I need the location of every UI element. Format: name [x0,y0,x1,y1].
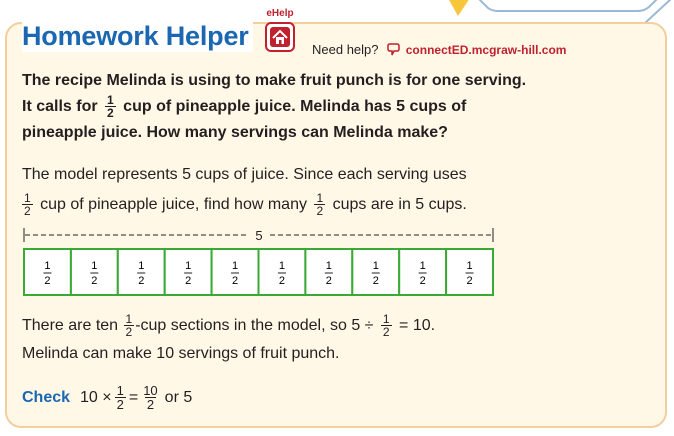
conclusion-line-1-end: = 10. [399,317,436,334]
need-help-row [312,42,566,57]
model-section-numerator: 1 [325,260,332,272]
problem-line-2-start: It calls for [22,98,98,115]
top-right-banner-decoration [448,0,674,24]
check-row [22,384,192,411]
model-sections [24,249,493,295]
fraction-one-half: $\frac{1}{2}$ [316,191,324,219]
bar-model [22,226,496,300]
model-section-numerator: 1 [91,260,98,272]
model-section-denominator: 2 [466,275,473,287]
model-section [259,249,306,295]
model-section-numerator: 1 [44,260,51,272]
model-section-numerator: 1 [419,260,426,272]
model-section-numerator: 1 [372,260,379,272]
span-total-label: 5 [255,228,263,243]
model-section [71,249,118,295]
fraction-one-half: $\frac{1}{2}$ [125,312,133,340]
problem-statement [22,68,542,146]
check-lhs: 10 × [80,388,112,406]
problem-line-1: The recipe Melinda is using to make fruit punch is for one serving. [22,72,527,89]
conclusion-line-1-start: There are ten [22,317,119,334]
conclusion-line-2: Melinda can make 10 servings of fruit punch. [22,345,340,362]
fraction-one-half: $\frac{1}{2}$ [382,312,390,340]
model-explanation [22,160,562,220]
check-label: Check [22,388,71,406]
model-section [24,249,71,295]
ehelp-label: eHelp [266,8,294,19]
model-section-denominator: 2 [231,275,239,287]
model-section [446,249,493,295]
problem-line-2 [22,94,542,120]
model-section-numerator: 1 [138,260,145,272]
fraction-one-half: $\frac{1}{2}$ [116,383,124,412]
model-section-numerator: 1 [278,260,286,272]
model-section-denominator: 2 [185,275,192,287]
model-section [118,249,165,295]
check-tail: or 5 [164,388,193,406]
model-section-numerator: 1 [231,260,239,272]
model-line-2-end: cups are in 5 cups. [332,196,467,213]
model-section-denominator: 2 [138,275,145,287]
model-section [305,249,352,295]
need-help-label: Need help? [312,42,379,57]
model-section-denominator: 2 [91,275,98,287]
model-section [399,249,446,295]
fraction-one-half: $\frac{1}{2}$ [107,93,114,121]
problem-line-3: pineapple juice. How many servings can Melinda make? [22,124,448,141]
model-section-denominator: 2 [278,275,286,287]
fraction-ten-halves: $\frac{10}{2}$ [143,383,158,412]
model-section-denominator: 2 [325,275,332,287]
fraction-one-half: $\frac{1}{2}$ [24,191,31,219]
model-line-2-start: cup of pineapple juice, find how many [40,196,307,213]
connected-link[interactable]: connectED.mcgraw-hill.com [405,43,567,57]
conclusion-line-1-mid: -cup sections in the model, so 5 ÷ [135,317,374,334]
model-section-numerator: 1 [466,260,473,272]
model-line-2 [22,190,562,220]
conclusion [22,312,562,368]
model-section-denominator: 2 [372,275,379,287]
model-section-denominator: 2 [44,275,51,287]
page-title: Homework Helper [22,20,253,52]
home-icon [267,24,293,50]
model-section [212,249,259,295]
model-section-denominator: 2 [419,275,426,287]
mouse-pointer-icon [386,43,400,57]
model-line-1: The model represents 5 cups of juice. Since each serving uses [22,166,467,183]
check-equals: = [128,388,139,406]
model-section-numerator: 1 [185,260,192,272]
ehelp-box[interactable] [265,22,295,52]
conclusion-line-1 [22,312,562,340]
ehelp-button[interactable] [262,8,298,54]
problem-line-2-end: cup of pineapple juice. Melinda has 5 cups of [123,98,467,115]
model-section [352,249,399,295]
model-section [165,249,212,295]
